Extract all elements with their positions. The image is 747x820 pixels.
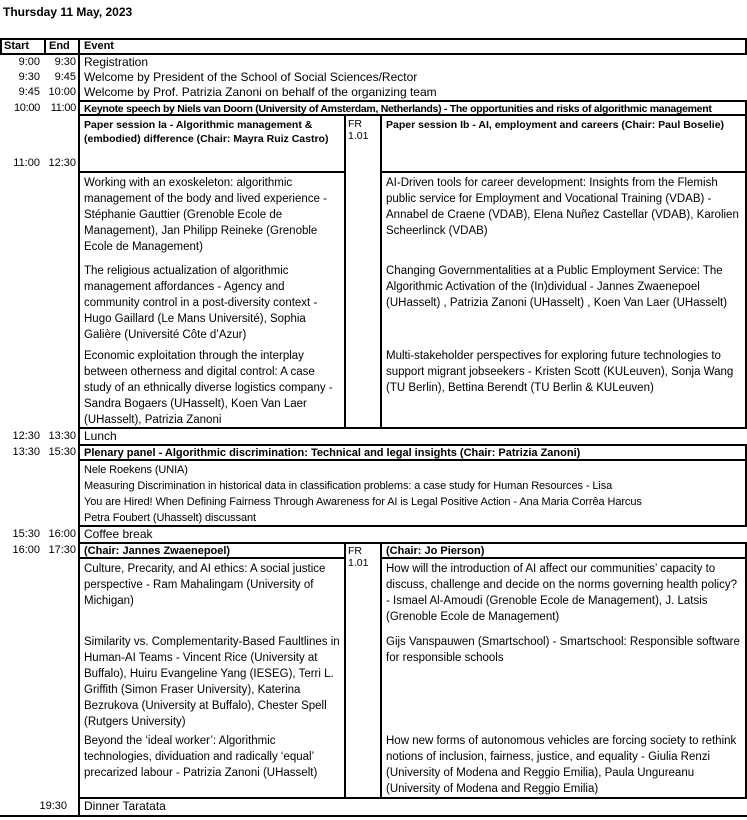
start-time: 13:30 <box>12 446 40 458</box>
paper-item: Changing Governmentalities at a Public Employment Service: The Algorithmic Activation of the (In)dividual - Jannes Zwaenepoel (UHasselt) , Patrizia Zanoni (UHasselt) , Koen Van Laer (UHasselt) <box>382 261 747 346</box>
session1-band-2 <box>0 261 747 346</box>
session2a-chair: (Chair: Jannes Zwaenepoel) <box>78 542 346 559</box>
spacer <box>0 632 44 731</box>
title-area <box>0 0 747 38</box>
plenary-content <box>78 461 747 527</box>
event-text: Lunch <box>78 429 747 444</box>
session1a-title: Paper session Ia - Algorithmic management & (embodied) difference (Chair: Mayra Ruiz Castro) <box>78 116 346 173</box>
paper-item: AI-Driven tools for career development: Insights from the Flemish public service for Employment and Vocational Training (VDAB) - Annabel de Craene (VDAB), Elena Nuñez Castellar (VDAB), Karolien Scheerlinck (VDAB) <box>382 173 747 261</box>
spacer <box>44 632 78 731</box>
start-time: 10:00 <box>13 102 40 114</box>
paper-item: Economic exploitation through the interplay between otherness and digital control: A case study of an ethnically diverse logistics company - Sandra Bogaers (UHasselt), Koen Van Laer (UHasselt), Patrizia Zanoni <box>78 346 346 429</box>
spacer <box>44 731 78 799</box>
session1-room-label: FR 1.01 <box>346 116 382 173</box>
col-header-end: End <box>44 38 78 55</box>
start-time: 11:00 <box>13 157 40 169</box>
paper-item: How will the introduction of AI affect our communities’ capacity to discuss, challenge and decide on the norms governing health policy? - Ismael Al-Amoudi (Grenoble Ecole de Management), J. Latsis (Grenoble Ecole de Management) <box>382 559 747 632</box>
paper-item: Beyond the ‘ideal worker’: Algorithmic technologies, dividuation and radically ‘equal’ precarized labour - Patrizia Zanoni (UHasselt) <box>78 731 346 799</box>
end-time: 10:00 <box>48 86 76 98</box>
spacer <box>0 346 44 429</box>
spacer <box>44 261 78 346</box>
room-column <box>346 731 382 799</box>
paper-item: Culture, Precarity, and AI ethics: A social justice perspective - Ram Mahalingam (University of Michigan) <box>78 559 346 632</box>
session1b-title: Paper session Ib - AI, employment and careers (Chair: Paul Boselie) <box>382 116 747 173</box>
spacer <box>44 461 78 527</box>
session2-band-1 <box>0 559 747 632</box>
session2-header-row <box>0 542 747 569</box>
end-time: 9:45 <box>54 71 76 83</box>
start-time: 19:30 <box>39 800 67 812</box>
spacer <box>0 173 44 261</box>
spacer <box>0 461 44 527</box>
row-coffee-break <box>0 527 747 542</box>
room-column <box>346 261 382 346</box>
keynote-title: Keynote speech by Niels van Doorn (University of Amsterdam, Netherlands) - The opportunities and risks of algorithmic management <box>78 100 747 116</box>
end-time: 12:30 <box>48 157 76 169</box>
session2-band-2 <box>0 632 747 731</box>
start-time: 15:30 <box>12 528 40 540</box>
paper-item: Similarity vs. Complementarity-Based Faultlines in Human-AI Teams - Vincent Rice (University at Buffalo), Huiru Evangeline Yang (IESEG), Terri L. Griffith (Simon Fraser University), Katerina Bezrukova (University at Buffalo), Chester Spell (Rutgers University) <box>78 632 346 731</box>
end-time: 17:30 <box>48 544 76 556</box>
col-header-start: Start <box>0 38 44 55</box>
row-welcome-zanoni <box>0 85 747 100</box>
end-time: 15:30 <box>48 446 76 458</box>
event-text: Registration <box>78 55 747 70</box>
row-lunch <box>0 429 747 444</box>
spacer <box>44 173 78 261</box>
document-title: Thursday 11 May, 2023 <box>3 5 133 19</box>
col-header-event: Event <box>78 38 747 55</box>
session1-header-row <box>0 116 747 173</box>
event-text: Welcome by Prof. Patrizia Zanoni on behalf of the organizing team <box>78 85 747 100</box>
plenary-title: Plenary panel - Algorithmic discrimination: Technical and legal insights (Chair: Patrizia Zanoni) <box>78 444 747 461</box>
row-plenary-body <box>0 461 747 527</box>
end-time: 11:00 <box>50 102 76 114</box>
room-column <box>346 559 382 632</box>
plenary-line: Measuring Discrimination in historical data in classification problems: a case study for Human Resources - Lisa <box>84 480 613 492</box>
spacer <box>0 559 44 632</box>
start-time: 9:45 <box>18 86 40 98</box>
start-time: 12:30 <box>12 430 40 442</box>
plenary-line: Nele Roekens (UNIA) <box>84 464 188 476</box>
end-time: 13:30 <box>48 430 76 442</box>
spacer <box>44 559 78 632</box>
paper-item: The religious actualization of algorithmic management affordances - Agency and community control in a post-diversity context - Hugo Gaillard (Le Mans Université), Sophia Galière (Université Côte d’Azur) <box>78 261 346 346</box>
end-time: 9:30 <box>54 56 76 68</box>
spacer <box>44 346 78 429</box>
paper-item: Gijs Vanspauwen (Smartschool) - Smartschool: Responsible software for responsible schools <box>382 632 747 731</box>
row-registration <box>0 55 747 70</box>
session1-body <box>0 173 747 429</box>
row-welcome-president <box>0 70 747 85</box>
end-time: 16:00 <box>48 528 76 540</box>
event-text: Welcome by President of the School of Social Sciences/Rector <box>78 70 747 85</box>
table-header-row <box>0 38 747 55</box>
plenary-line: Petra Foubert (Uhasselt) discussant <box>84 512 256 524</box>
row-plenary-header <box>0 444 747 461</box>
session1-band-1 <box>0 173 747 261</box>
row-keynote <box>0 100 747 116</box>
session2b-chair: (Chair: Jo Pierson) <box>382 542 747 559</box>
session2-body <box>0 559 747 799</box>
room-column <box>346 346 382 429</box>
start-time: 9:00 <box>18 56 40 68</box>
spacer <box>0 261 44 346</box>
plenary-line: You are Hired! When Defining Fairness Through Awareness for AI is Legal Positive Action - Ana Maria Corrêa Harcus <box>84 496 642 508</box>
row-dinner <box>0 799 747 817</box>
room-column <box>346 173 382 261</box>
paper-item: Working with an exoskeleton: algorithmic management of the body and lived experience - Stéphanie Gauttier (Grenoble Ecole de Management), Jan Philipp Reineke (Grenoble Ecole de Management) <box>78 173 346 261</box>
event-text: Dinner Taratata <box>78 799 747 815</box>
session2-band-3 <box>0 731 747 799</box>
paper-item: How new forms of autonomous vehicles are forcing society to rethink notions of inclusion, fairness, justice, and equality - Giulia Renzi (University of Modena and Reggio Emilia), Paula Ungureanu (University of Modena and Reggio Emilia) <box>382 731 747 799</box>
start-time: 9:30 <box>18 71 40 83</box>
start-time: 16:00 <box>12 544 40 556</box>
spacer <box>0 731 44 799</box>
event-text: Coffee break <box>78 527 747 542</box>
session1-band-3 <box>0 346 747 429</box>
session2-room-label: FR 1.01 <box>346 542 382 559</box>
paper-item: Multi-stakeholder perspectives for exploring future technologies to support migrant jobseekers - Kristen Scott (KULeuven), Sonja Wang (TU Berlin), Bettina Berendt (TU Berlin & KULeuven) <box>382 346 747 429</box>
room-column <box>346 632 382 731</box>
